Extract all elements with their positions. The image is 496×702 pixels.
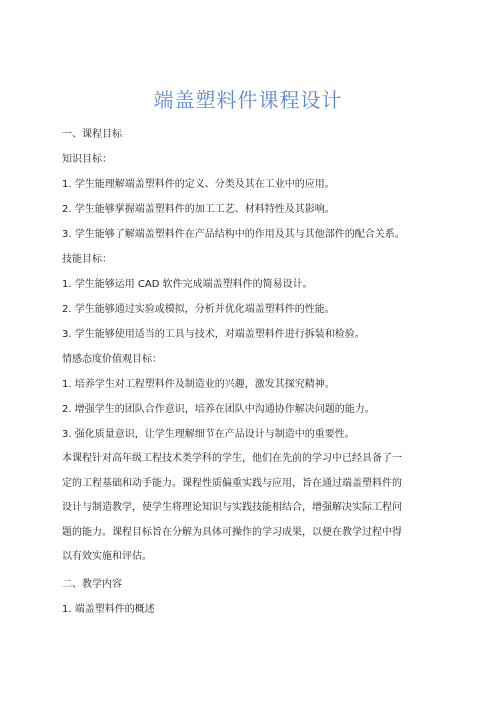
list-item: 1. 端盖塑料件的概述 <box>62 603 155 615</box>
course-description-paragraph <box>62 447 436 570</box>
paragraph-line: 定的工程基础和动手能力。课程性质偏重实践与应用，旨在通过端盖塑料件的 <box>62 477 402 489</box>
paragraph-line: 设计与制造教学，使学生将理论知识与实践技能相结合，增强解决实际工程问 <box>62 502 402 514</box>
subheading-attitude-objectives: 情感态度价值观目标： <box>62 354 162 365</box>
list-item: 3. 学生能够了解端盖塑料件在产品结构中的作用及其与其他部件的配合关系。 <box>62 229 405 240</box>
section-heading-course-objectives: 一、课程目标 <box>62 129 122 140</box>
document-body <box>62 128 436 628</box>
list-item: 2. 学生能够通过实验或模拟，分析并优化端盖塑料件的性能。 <box>62 304 335 315</box>
list-item: 1. 学生能够运用 CAD 软件完成端盖塑料件的简易设计。 <box>62 279 313 290</box>
paragraph-line: 本课程针对高年级工程技术类学科的学生，他们在先前的学习中已经具备了一 <box>62 453 402 464</box>
subheading-skill-objectives: 技能目标： <box>62 254 112 265</box>
section-heading-teaching-content: 二、教学内容 <box>62 578 122 590</box>
list-item: 3. 强化质量意识，让学生理解细节在产品设计与制造中的重要性。 <box>62 429 355 440</box>
list-item: 1. 培养学生对工程塑料件及制造业的兴趣，激发其探究精神。 <box>62 379 335 390</box>
list-item: 2. 学生能够掌握端盖塑料件的加工工艺、材料特性及其影响。 <box>62 204 335 215</box>
subheading-knowledge-objectives: 知识目标： <box>62 154 112 165</box>
paragraph-line: 题的能力。课程目标旨在分解为具体可操作的学习成果，以便在教学过程中得 <box>62 526 402 538</box>
list-item: 1. 学生能理解端盖塑料件的定义、分类及其在工业中的应用。 <box>62 179 335 190</box>
page-title: 端盖塑料件课程设计 <box>153 88 343 112</box>
list-item: 3. 学生能够使用适当的工具与技术，对端盖塑料件进行拆装和检验。 <box>62 329 365 340</box>
list-item: 2. 增强学生的团队合作意识，培养在团队中沟通协作解决问题的能力。 <box>62 404 375 415</box>
paragraph-line: 以有效实施和评估。 <box>62 551 152 563</box>
